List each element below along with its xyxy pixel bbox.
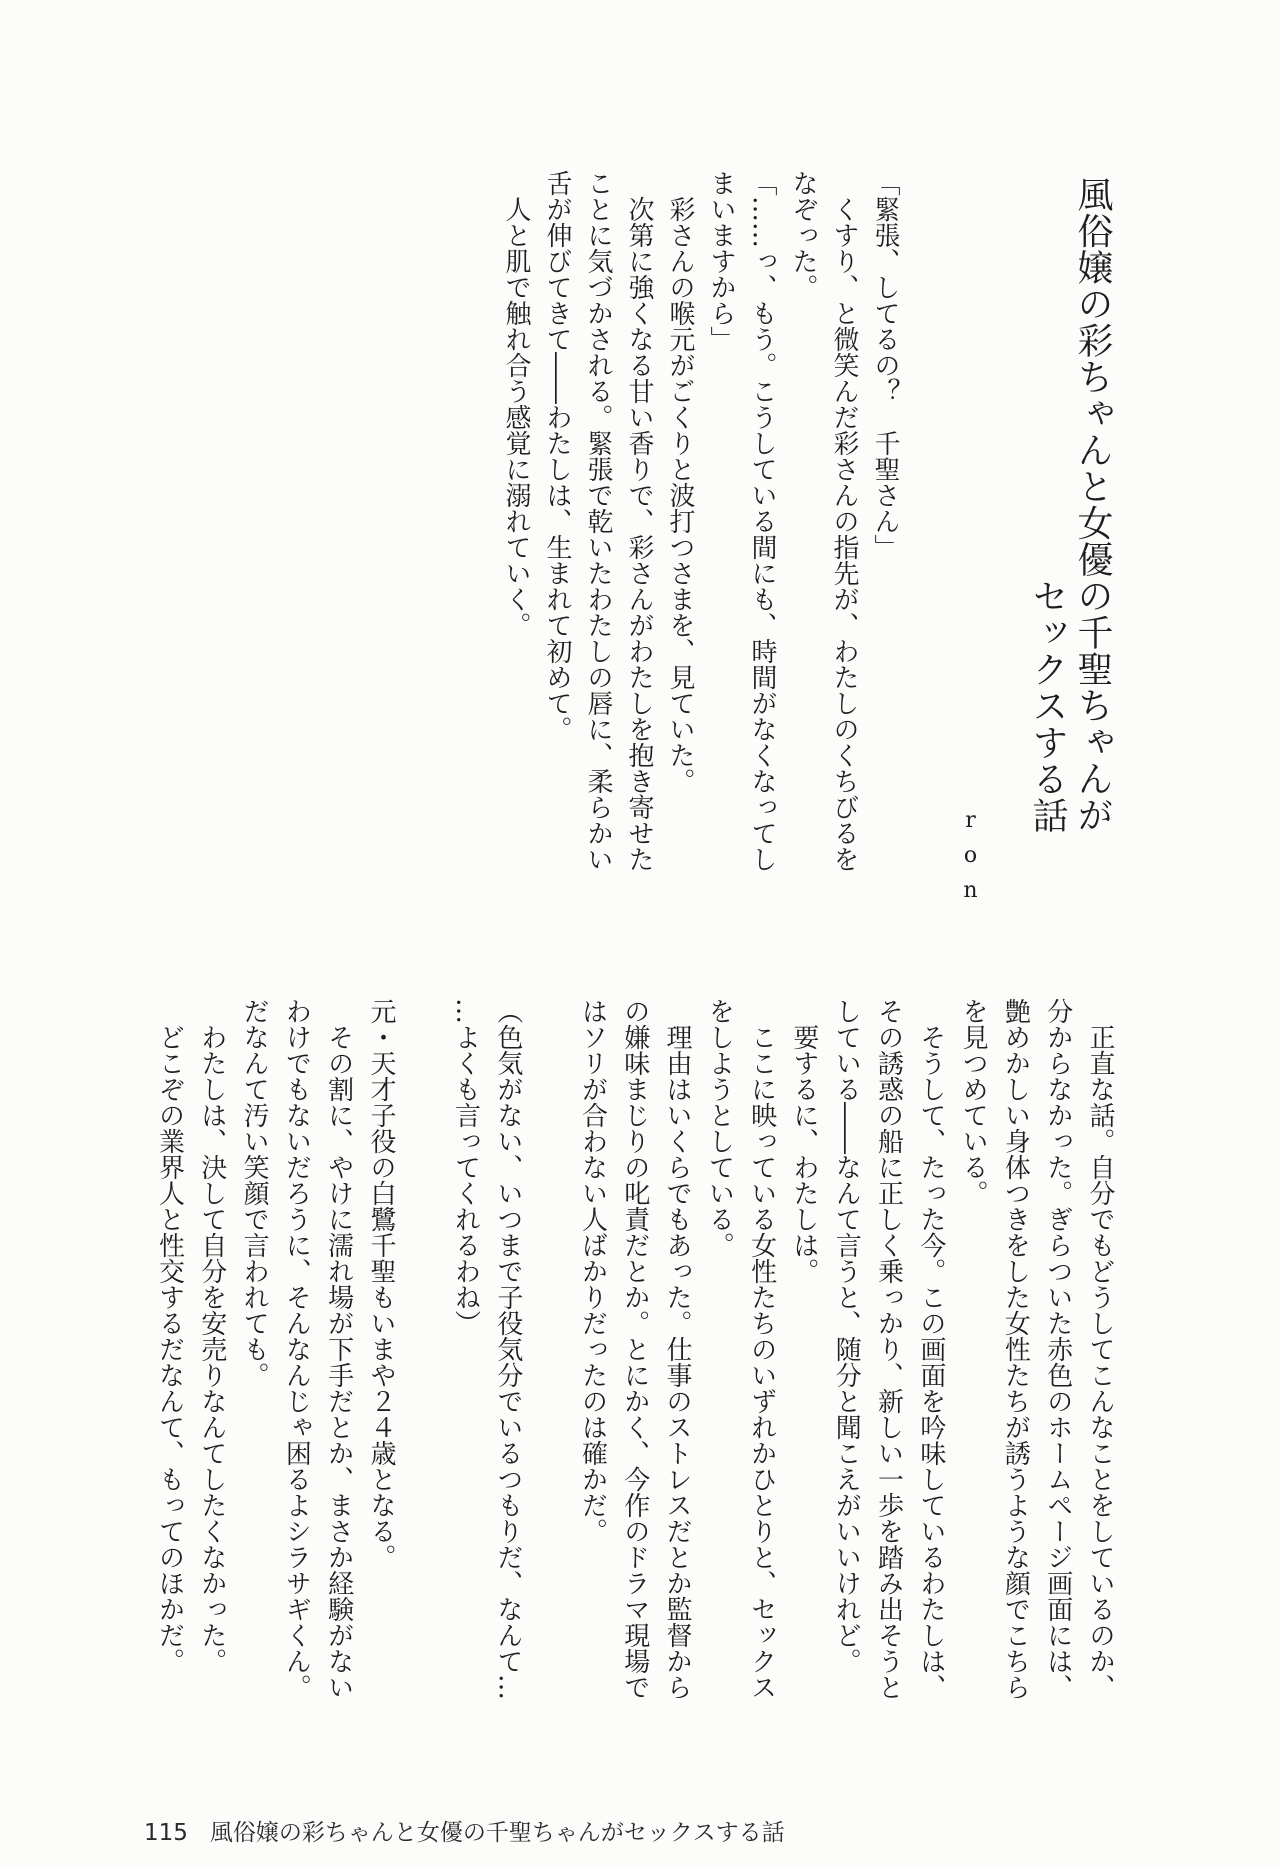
text-column: ことに気づかされる。緊張で乾いたわたしの唇に、柔らかい (583, 170, 613, 872)
page-number: 115 (144, 1820, 188, 1846)
text-column: …よくも言ってくれるわね） (450, 998, 481, 1336)
text-column: その割に、やけに濡れ場が下手だとか、まさか経験がない (323, 998, 354, 1700)
running-title: 風俗嬢の彩ちゃんと女優の千聖ちゃんがセックスする話 (209, 1820, 785, 1846)
text-column: その誘惑の船に正しく乗っかり、新しい一歩を踏み出そうと (873, 998, 904, 1700)
text-column: 理由はいくらでもあった。仕事のストレスだとか監督から (662, 998, 693, 1700)
text-column: 次第に強くなる甘い香りで、彩さんがわたしを抱き寄せた (624, 170, 654, 872)
title-line: 風俗嬢の彩ちゃんと女優の千聖ちゃんが (1072, 176, 1113, 833)
text-column: だなんて汚い笑顔で言われても。 (239, 998, 270, 1388)
text-column: わたしは、決して自分を安売りなんてしたくなかった。 (196, 998, 227, 1674)
title-line: セックスする話 (1027, 577, 1068, 833)
main-passage (148, 998, 1121, 1700)
text-column: 人と肌で触れ合う感覚に溺れていく。 (501, 170, 531, 638)
text-column: の嫌味まじりの叱責だとか。とにかく、今作のドラマ現場で (619, 998, 650, 1700)
text-column: ここに映っている女性たちのいずれかひとりと、セックス (746, 998, 777, 1700)
text-column: 「……っ、もう。こうしている間にも、時間がなくなってし (747, 170, 777, 872)
text-column: を見つめている。 (958, 998, 989, 1206)
opening-passage (495, 170, 905, 872)
text-column: まいますから」 (706, 170, 736, 352)
text-column: 艶めかしい身体つきをした女性たちが誘うような顔でこちら (1000, 998, 1031, 1700)
text-column: なぞった。 (788, 170, 818, 300)
text-column: 元・天才子役の白鷺千聖もいまや２４歳となる。 (365, 998, 396, 1570)
blank-column (402, 998, 444, 1700)
text-column: そうして、たった今。この画面を吟味しているわたしは、 (915, 998, 946, 1700)
author-name: ron (958, 808, 983, 913)
page-footer (144, 1814, 785, 1847)
text-column: をしようとしている。 (704, 998, 735, 1258)
blank-column (529, 998, 571, 1700)
text-column: 分からなかった。ぎらついた赤色のホームページ画面には、 (1042, 998, 1073, 1700)
text-column: はソリが合わない人ばかりだったのは確かだ。 (577, 998, 608, 1544)
text-column: 「緊張、してるの？ 千聖さん」 (870, 170, 900, 560)
text-column: どこぞの業界人と性交するだなんて、もってのほかだ。 (154, 998, 185, 1674)
text-column: 要するに、わたしは。 (788, 998, 819, 1284)
text-column: 正直な話。自分でもどうしてこんなことをしているのか、 (1085, 998, 1115, 1700)
text-column: している――なんて言うと、随分と聞こえがいいけれど。 (831, 998, 862, 1674)
text-column: わけでもないだろうに、そんなんじゃ困るよシラサギくん。 (281, 998, 312, 1700)
text-column: 彩さんの喉元がごくりと波打つさまを、見ていた。 (665, 170, 695, 794)
text-column: （色気がない、いつまで子役気分でいるつもりだ、なんて… (492, 998, 523, 1700)
text-column: くすり、と微笑んだ彩さんの指先が、わたしのくちびるを (829, 170, 859, 872)
text-column: 舌が伸びてきて――わたしは、生まれて初めて。 (542, 170, 572, 742)
